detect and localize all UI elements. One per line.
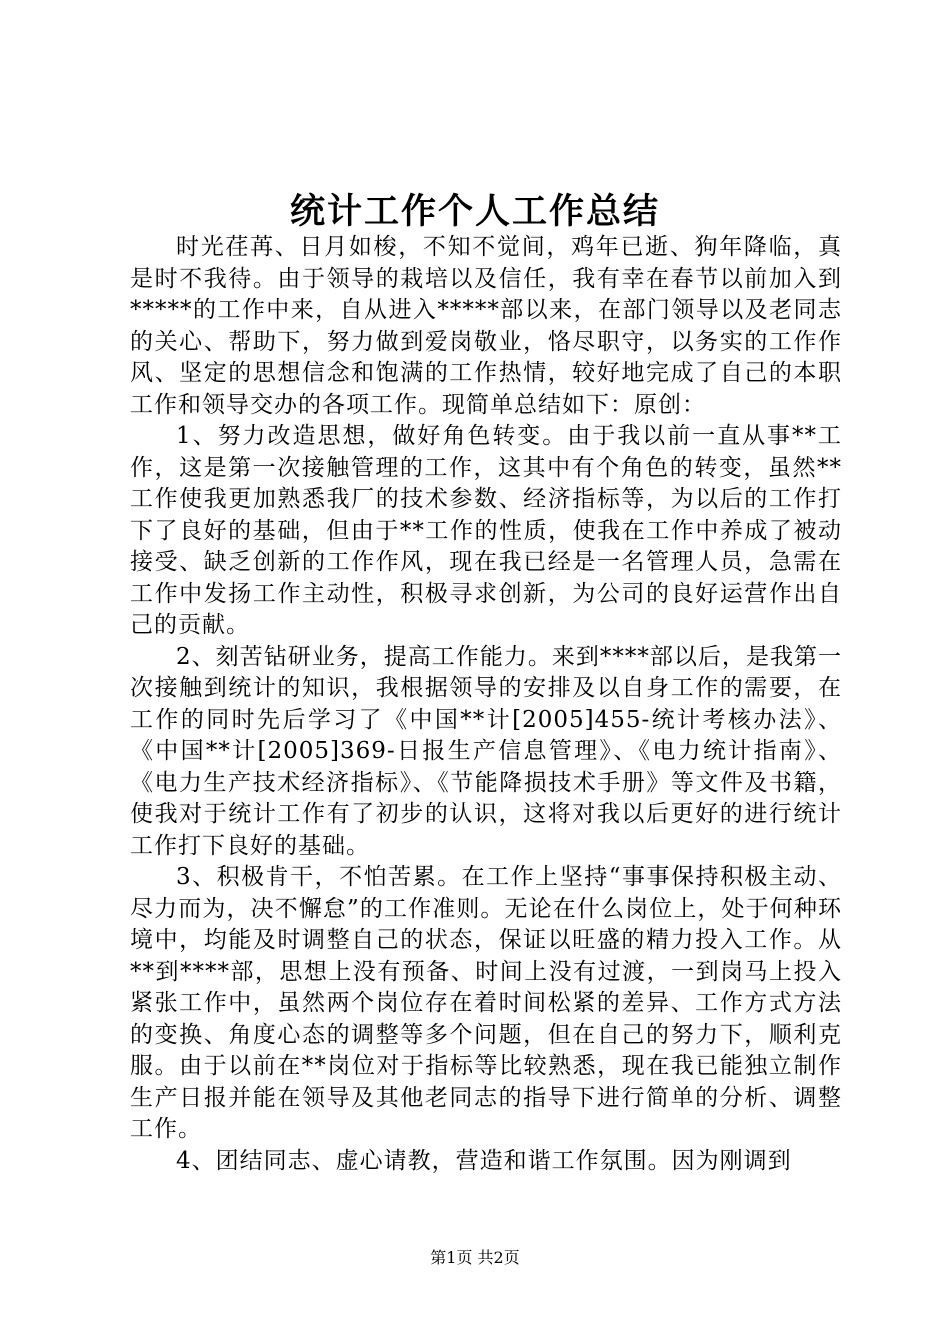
paragraph-1: 1、努力改造思想，做好角色转变。由于我以前一直从事**工作，这是第一次接触管理的工作，这其中有个角色的转变，虽然**工作使我更加熟悉我厂的技术参数、经济指标等，为以后的工作打下了良好的基础，但由于**工作的性质，使我在工作中养成了被动接受、缺乏创新的工作作风，现在我已经是一名管理人员，急需在工作中发扬工作主动性，积极寻求创新，为公司的良好运营作出自己的贡献。 <box>130 423 842 638</box>
paragraph-3: 3、积极肯干，不怕苦累。在工作上坚持“事事保持积极主动、尽力而为，决不懈怠”的工作准则。无论在什么岗位上，处于何种环境中，均能及时调整自己的状态，保证以旺盛的精力投入工作。从**到****部，思想上没有预备、时间上没有过渡，一到岗马上投入紧张工作中，虽然两个岗位存在着时间松紧的差异、工作方式方法的变换、角度心态的调整等多个问题，但在自己的努力下，顺利克服。由于以前在**岗位对于指标等比较熟悉，现在我已能独立制作生产日报并能在领导及其他老同志的指导下进行简单的分析、调整工作。 <box>130 864 842 1142</box>
paragraph-2: 2、刻苦钻研业务，提高工作能力。来到****部以后，是我第一次接触到统计的知识，我根据领导的安排及以自身工作的需要，在工作的同时先后学习了《中国**计[2005]455-统计考核办法》、《中国**计[2005]369-日报生产信息管理》、《电力统计指南》、《电力生产技术经济指标》、《节能降损技术手册》等文件及书籍，使我对于统计工作有了初步的认识，这将对我以后更好的进行统计工作打下良好的基础。 <box>130 643 842 859</box>
document-body <box>130 232 842 1177</box>
page-footer: 第1页 共2页 <box>430 1248 520 1267</box>
document-title: 统计工作个人工作总结 <box>289 191 660 232</box>
paragraph-intro: 时光荏苒、日月如梭，不知不觉间，鸡年已逝、狗年降临，真是时不我待。由于领导的栽培以及信任，我有幸在春节以前加入到*****的工作中来，自从进入*****部以来，在部门领导以及老同志的关心、帮助下，努力做到爱岗敬业，恪尽职守，以务实的工作作风、坚定的思想信念和饱满的工作热情，较好地完成了自己的本职工作和领导交办的各项工作。现简单总结如下：原创： <box>130 234 842 418</box>
paragraph-4: 4、团结同志、虚心请教，营造和谐工作氛围。因为刚调到 <box>176 1147 792 1174</box>
